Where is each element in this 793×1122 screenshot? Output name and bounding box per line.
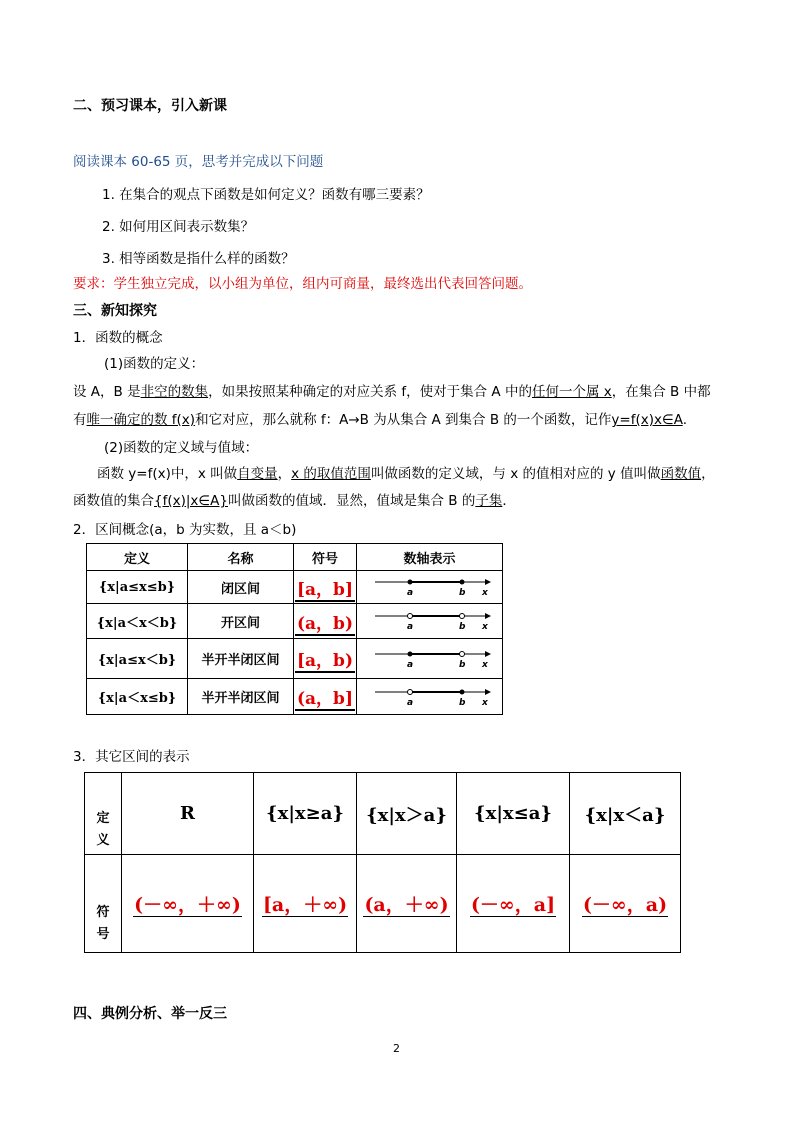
interval-name: 半开半闭区间 [188,679,294,715]
section-3-title: 三、新知探究 [73,303,157,319]
number-line-cell [357,571,503,604]
axis-label-a: a [406,588,413,598]
dom-underlined: 函数值 [660,466,702,482]
def-text: 有 [73,412,87,428]
interval-symbol-text: (a，b) [297,613,353,634]
dom-underlined: x 的取值范围 [291,466,371,482]
interval-notation-text: (－∞，＋∞) [134,894,241,916]
reading-intro: 阅读课本 60-65 页，思考并完成以下问题 [73,154,324,170]
set-header: {x|x≥a} [254,773,357,855]
interval-definition: {x|a＜x＜b} [87,604,188,639]
def-underlined: 非空的数集 [140,384,209,400]
table-row [87,679,503,715]
table-row [87,639,503,679]
table-row [85,855,681,953]
section-4-title: 四、典例分析、举一反三 [73,1006,227,1022]
table-row [87,571,503,604]
table1-header: 定义 [87,544,188,571]
page-number: 2 [393,1042,400,1055]
dom-underlined: {f(x)|x∈A} [154,493,228,509]
def-text: ，如果按照某种确定的对应关系 f，使对于集合 A 中的 [208,384,532,400]
definition-heading: (1)函数的定义： [104,356,205,372]
dom-text: 函数 y=f(x)中，x 叫做 [97,466,238,482]
axis-label-a: a [406,697,413,708]
domain-line-1 [97,462,715,482]
interval-name: 闭区间 [188,571,294,604]
table1-header: 符号 [294,544,357,571]
interval-symbol [294,571,357,604]
number-line-right-closed [365,682,495,708]
dom-text: ． [502,493,516,509]
interval-notation-text: (－∞，a] [470,894,556,916]
interval-symbol-text: [a，b) [297,651,353,671]
axis-label-a: a [406,659,413,670]
set-header: {x|x＞a} [357,773,457,855]
dom-text: 叫做函数的值域．显然，值域是集合 B 的 [228,493,476,509]
set-header: {x|x≤a} [457,773,570,855]
interval-symbol-text: (a，b] [297,689,353,709]
domain-heading: (2)函数的定义域与值域： [104,440,259,456]
set-header: R [122,773,254,855]
interval-notation [570,855,681,953]
row-label-definition-text: 定义 [96,811,110,848]
interval-notation [357,855,457,953]
def-underlined: 任何一个属 x [531,384,612,400]
definition-line-1 [73,380,711,400]
number-line-closed [365,572,495,598]
table-row [87,604,503,639]
interval-definition: {x|a≤x≤b} [87,571,188,604]
interval-notation [122,855,254,953]
number-line-cell [357,639,503,679]
def-underlined: y=f(x)x∈A [611,412,683,428]
row-label-symbol-text: 符号 [96,905,110,942]
item-2-heading: 2．区间概念(a，b 为实数，且 a＜b) [73,522,297,538]
definition-line-2 [73,408,687,428]
interval-name: 半开半闭区间 [188,639,294,679]
domain-line-2 [73,489,516,509]
interval-symbol [294,679,357,715]
number-line-left-closed [365,644,495,670]
axis-label-x: x [481,659,488,670]
table1-header: 数轴表示 [357,544,503,571]
interval-notation-text: (－∞，a) [582,894,668,916]
question-2: 2. 如何用区间表示数集？ [102,219,255,235]
section-2-title: 二、预习课本，引入新课 [73,98,227,114]
dom-text: 函数值的集合 [73,493,154,509]
interval-notation [457,855,570,953]
axis-label-b: b [458,588,465,598]
table1-header: 名称 [188,544,294,571]
question-1: 1. 在集合的观点下函数是如何定义？函数有哪三要素？ [102,187,430,203]
number-line-open [365,606,495,632]
interval-symbol [294,604,357,639]
dom-underlined: 自变量 [237,466,278,482]
interval-symbol-text: [a，b] [297,579,353,600]
set-header: {x|x＜a} [570,773,681,855]
item-1-heading: 1．函数的概念 [73,330,163,346]
row-label-definition [85,773,122,855]
axis-label-b: b [458,622,465,632]
def-text: 和它对应，那么就称 f：A→B 为从集合 A 到集合 B 的一个函数，记作 [195,412,612,428]
requirement-note: 要求：学生独立完成，以小组为单位，组内可商量，最终选出代表回答问题。 [73,276,532,292]
interval-notation-text: (a，＋∞) [364,894,449,916]
def-text: 设 A，B 是 [73,384,141,400]
def-text: ，在集合 B 中都 [611,384,711,400]
dom-underlined: 子集 [475,493,503,509]
dom-text: ， [277,466,292,482]
item-3-heading: 3．其它区间的表示 [73,749,190,765]
dom-text: 叫做函数的定义域，与 x 的值相对应的 y 值叫做 [370,466,661,482]
interval-symbol [294,639,357,679]
axis-label-x: x [481,622,488,632]
table-row [85,773,681,855]
interval-name: 开区间 [188,604,294,639]
row-label-symbol [85,855,122,953]
number-line-cell [357,679,503,715]
axis-label-x: x [481,588,488,598]
dom-text: ， [701,466,715,482]
interval-notation-text: [a，＋∞) [262,894,348,916]
axis-label-b: b [458,697,465,708]
other-intervals-table [84,772,681,953]
number-line-cell [357,604,503,639]
def-underlined: 唯一确定的数 f(x) [86,412,196,428]
def-text: . [682,412,688,428]
axis-label-b: b [458,659,465,670]
interval-definition: {x|a＜x≤b} [87,679,188,715]
axis-label-a: a [406,622,413,632]
interval-definition: {x|a≤x＜b} [87,639,188,679]
interval-table [86,543,503,715]
interval-notation [254,855,357,953]
question-3: 3. 相等函数是指什么样的函数？ [102,251,295,267]
axis-label-x: x [481,697,488,708]
